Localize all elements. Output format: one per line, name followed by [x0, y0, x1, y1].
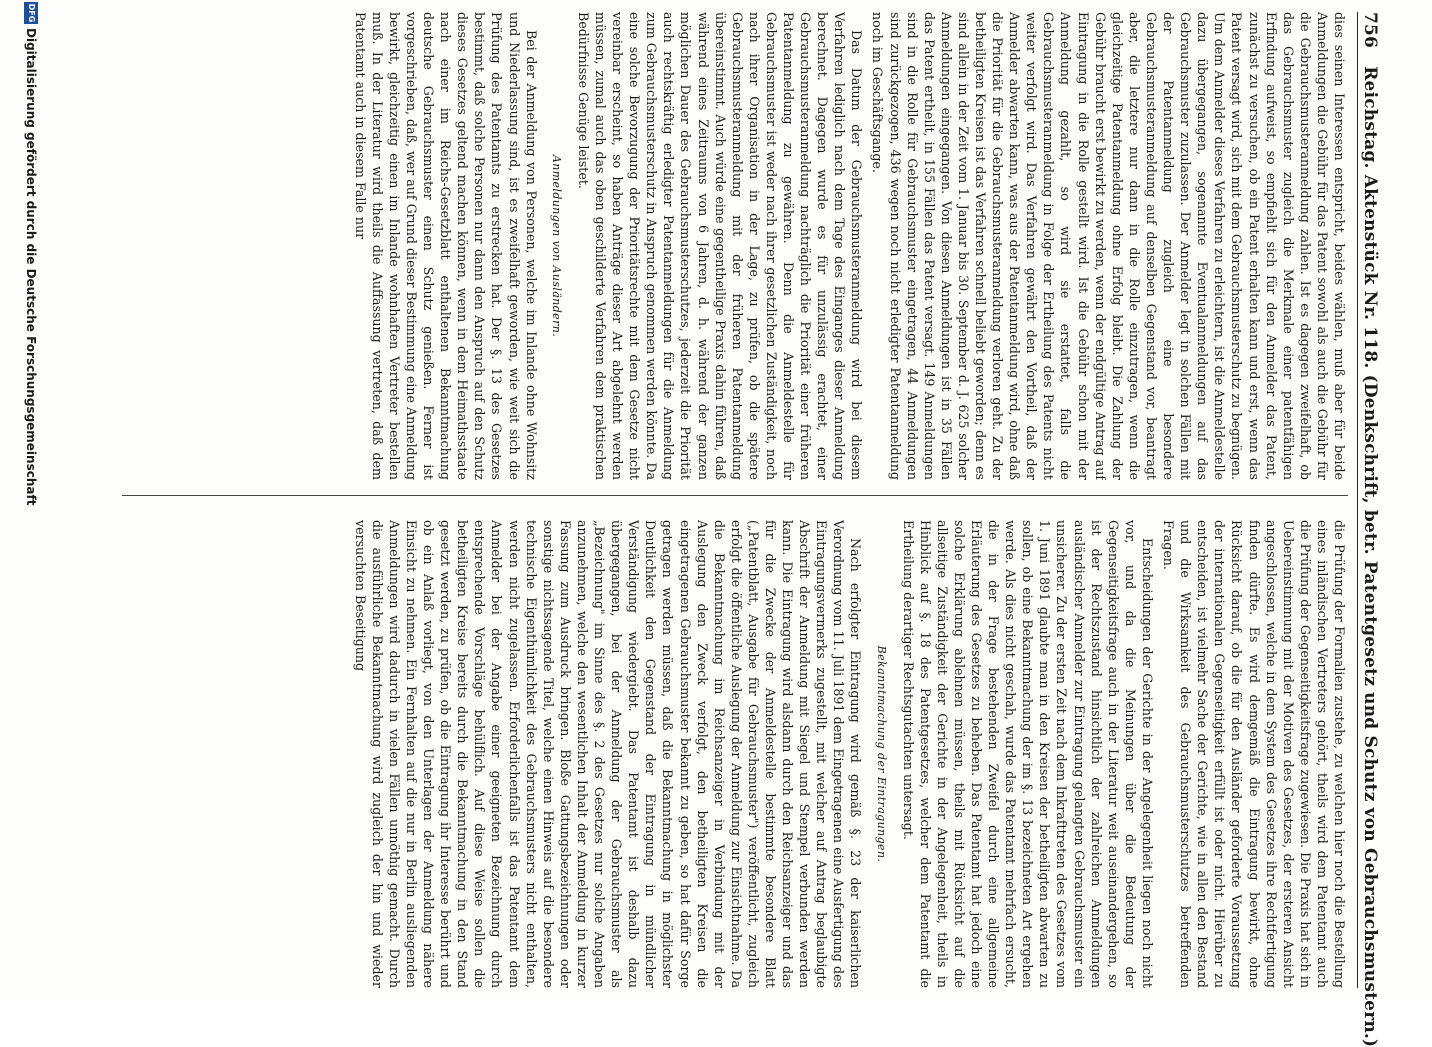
left-paragraph-3: Bei der Anmeldung von Personen, welche im Inlande ohne Wohnsitz und Niederlassung sind, ist es zweifelhaft geworden, wie weit sich die Prüfung des Patentamts zu erstrecken hat. Der §. 13 des Gesetzes bestimmt, daß solche Personen nur dann den Anspruch auf den Schutz dieses Gesetzes geltend machen können, wenn in dem Heimathsstaate nach einer im Reichs-Gesetzblatt enthaltenen Bekanntmachung deutsche Gebrauchsmuster einen Schutz genießen. Ferner ist vorgeschrieben, daß, wer auf Grund dieser Bestimmung eine Anmeldung bewirkt, gleichzeitig einen im Inlande wohnhaften Vertreter bestellen muß. In der Literatur wird theils die Auffassung vertreten, daß dem Patentamt auch in diesem Falle nur — [352, 12, 539, 480]
section-heading-auslaender: Anmeldungen von Ausländern. — [549, 154, 563, 338]
right-paragraph-2: Entscheidungen der Gerichte in der Angelegenheit liegen noch nicht vor, und da die Meinungen über die Bedeutung der Gegenseitigkeitsfrage auch in der Literatur weit auseinandergehen, so ist der Rechtszustand hinsichtlich der zahlreichen Anmeldungen ausländischer Anmelder zur Eintragung gelangten Gebrauchsmuster ein unsicherer. Zu der ersten Zeit nach dem Inkrafttreten des Gesetzes vom 1. Juni 1891 glaubte man in den Kreisen der betheiligten abwarten zu sollen, ob eine Bekanntmachung der im §. 13 bezeichneten Art ergehen werde. Als dies nicht geschah, wurde das Patentamt mehrfach ersucht, die in der Frage bestehenden Zweifel durch eine allgemeine Erläuterung des Gesetzes zu beheben. Das Patentamt hat jedoch eine solche Erklärung ablehnen müssen, theils mit Rücksicht auf die allseitige Zuständigkeit der Gerichte in der Angelegenheit, theils in Hinblick auf §. 18 des Patentgesetzes, welcher dem Patentamt die Ertheilung derartiger Rechtsgutachten untersagt. — [900, 520, 1155, 988]
right-column — [118, 520, 1348, 988]
right-paragraph-3: Nach erfolgter Eintragung wird gemäß §. 23 der kaiserlichen Verordnung vom 11. Juli 1891 dem Eingetragenen eine Ausfertigung des Eintragungsvermerks zugestellt, mit welcher auf Antrag beglaubigte Abschrift der Anmeldung mit Siegel und Stempel verbunden werden kann. Die Eintragung wird alsdann durch den Reichsanzeiger und das für die Zwecke der Anmeldestelle bestimmte besondere Blatt („Patentblatt, Ausgabe für Gebrauchsmuster") veröffentlicht, zugleich erfolgt die öffentliche Auslegung der Anmeldung zur Einsichtnahme. Da die Bekanntmachung im Reichsanzeiger in Verbindung mit der Auslegung den Zweck verfolgt, den betheiligten Kreisen die eingetragenen Gebrauchsmuster bekannt zu geben, so hat dafür Sorge getragen werden müssen, daß die Bekanntmachung in möglichster Deutlichkeit den Gegenstand der Eintragung in mündlicher Verständigung wiedergiebt. Das Patentamt ist deshalb dazu übergegangen, bei der Anmeldung der Gebrauchsmuster als „Bezeichnung" im Sinne des §. 2 des Gesetzes nur solche Angaben anzunehmen, welche den wesentlichen Inhalt der Anmeldung in kurzer Fassung zum Ausdruck bringen. Bloße Gattungsbezeichnungen oder sonstige nichtssagende Titel, welche einen Hinweis auf die besondere technische Eigenthümlichkeit des Gebrauchsmusters nicht enthalten, werden nicht zugelassen. Erforderlichenfalls ist das Patentamt dem Anmelder bei der Angabe einer geeigneten Bezeichnung durch entsprechende Vorschläge behülflich. Auf diese Weise sollen die betheiligten Kreise bereits durch die Bekanntmachung in den Stand gesetzt werden, zu prüfen, ob die Eintragung ihr Interesse berührt und ob ein Anlaß vorliegt, von den Unterlagen der Anmeldung nähere Einsicht zu nehmen. Ein Fernhalten auf die nur in Berlin ausliegenden Anmeldungen wird dadurch in vielen Fällen unnöthig gemacht. Durch die ausführliche Bekanntmachung wird zugleich der hin und wieder versuchten Beseitigung — [352, 520, 864, 988]
running-head — [1357, 12, 1380, 1047]
left-paragraph-2: Das Datum der Gebrauchsmusteranmeldung wird bei diesem Verfahren lediglich nach dem Tage des Einganges dieser Anmeldung berechnet. Dagegen wurde es für unzulässig erachtet, einer Gebrauchsmusteranmeldung nachträglich die Priorität einer früheren Patentanmeldung zu gewähren. Denn die Anmeldestelle für Gebrauchsmuster ist weder nach ihrer gesetzlichen Zuständigkeit, noch nach ihrer Organisation in der Lage, zu prüfen, ob die spätere Gebrauchsmusteranmeldung mit der früheren Patentanmeldung übereinstimmt. Auch würde eine gegentheilige Praxis dahin führen, daß während eines Zeitraums von 6 Jahren, d. h. während der ganzen möglichen Dauer des Gebrauchsmusterschutzes, jederzeit die Priorität auch rechtskräftig erledigter Patentanmeldungen für die Anmeldung zum Gebrauchsmusterschutz in Anspruch genommen werden könnte. Da eine solche Bevorzugung der Prioritätsrechte mit dem Gesetze nicht vereinbar erscheint, so haben Anträge dieser Art abgelehnt werden müssen, zumal auch das oben geschilderte Verfahren dem praktischen Bedürfnisse Genüge leistet. — [575, 12, 865, 480]
running-head-title: Reichstag. Aktenstück Nr. 118. (Denkschrift, betr. Patentgesetz und Schutz von Gebrauchsmustern.) — [1360, 66, 1380, 1047]
digitization-credit: Digitalisierung gefördert durch die Deutsche Forschungsgemeinschaft — [24, 28, 38, 506]
page-number: 756 — [1360, 12, 1380, 49]
left-column — [118, 12, 1348, 480]
column-divider — [122, 495, 1348, 496]
section-heading-bekanntmachung: Bekanntmachung der Eintragungen. — [874, 645, 888, 863]
left-paragraph-1: dies seinen Interessen entspricht, beides wählen, muß aber für beide Anmeldungen die Gebühr für das Patent sowohl als auch die Gebühr für die Gebrauchsmusteranmeldung zahlen. Ist es dagegen zweifelhaft, ob das Gebrauchsmuster zugleich die Merkmale einer patentfähigen Erfindung aufweist, so empfiehlt sich für den Anmelder das Patent, zunächst zu versuchen, ob ein Patent erhalten kann und erst, wenn das Patent versagt wird, sich mit dem Gebrauchsmusterschutz zu begnügen. Um dem Anmelder dieses Verfahren zu erleichtern, ist die Anmeldestelle dazu übergegangen, sogenannte Eventualanmeldungen auf das Gebrauchsmuster zuzulassen. Der Anmelder legt in solchen Fällen mit der Patentanmeldung zugleich eine besondere Gebrauchsmusteranmeldung auf denselben Gegenstand vor, beantragt aber, die letztere nur dann in die Rolle einzutragen, wenn die gleichzeitige Patentanmeldung ohne Erfolg bleibt. Die Zahlung der Gebühr braucht erst bewirkt zu werden, wenn der endgültige Antrag auf Eintragung in die Rolle gestellt wird. Ist die Gebühr schon mit der Anmeldung gezahlt, so wird sie erstattet, falls die Gebrauchsmusteranmeldung in Folge der Ertheilung des Patents nicht weiter verfolgt wird. Das Verfahren gewährt den Vortheil, daß der Anmelder abwarten kann, was aus der Patentanmeldung wird, ohne daß die Priorität für die Gebrauchsmusteranmeldung verloren geht. Zu der betheiligten Kreisen ist das Verfahren schnell beliebt geworden; denn es sind allein in der Zeit vom 1. Januar bis 30. September d. J. 625 solcher Anmeldungen eingegangen. Von diesen Anmeldungen ist in 35 Fällen das Patent ertheilt, in 155 Fällen das Patent versagt. 149 Anmeldungen sind in die Rolle für Gebrauchsmuster eingetragen, 44 Anmeldungen sind zurückgezogen, 436 wegen noch nicht erledigter Patentanmeldung noch im Geschäftsgange. — [870, 12, 1347, 480]
digitization-footer — [20, 0, 42, 1000]
right-paragraph-1: die Prüfung der Formalien zustehe, zu welchen hier noch die Bestellung eines inländischen Vertreters gehört, theils wird dem Patentamt auch die Prüfung der Gegenseitigkeitsfrage zugewiesen. Die Praxis hat sich in Uebereinstimmung mit der Motiven des Gesetzes, der ersteren Ansicht angeschlossen, welche in dem System des Gesetzes ihre Rechtfertigung finden dürfte. Es wird demgemäß die Eintragung bewirkt, ohne Rücksicht darauf, ob die für den Ausländer geforderte Voraussetzung der internationalen Gegenseitigkeit erfüllt ist oder nicht. Hierüber zu entscheiden, ist vielmehr Sache der Gerichte, wie in allen den Bestand und die Wirksamkeit des Gebrauchsmusterschutzes betreffenden Fragen. — [1161, 520, 1347, 988]
dfg-logo: DFG — [24, 2, 38, 24]
